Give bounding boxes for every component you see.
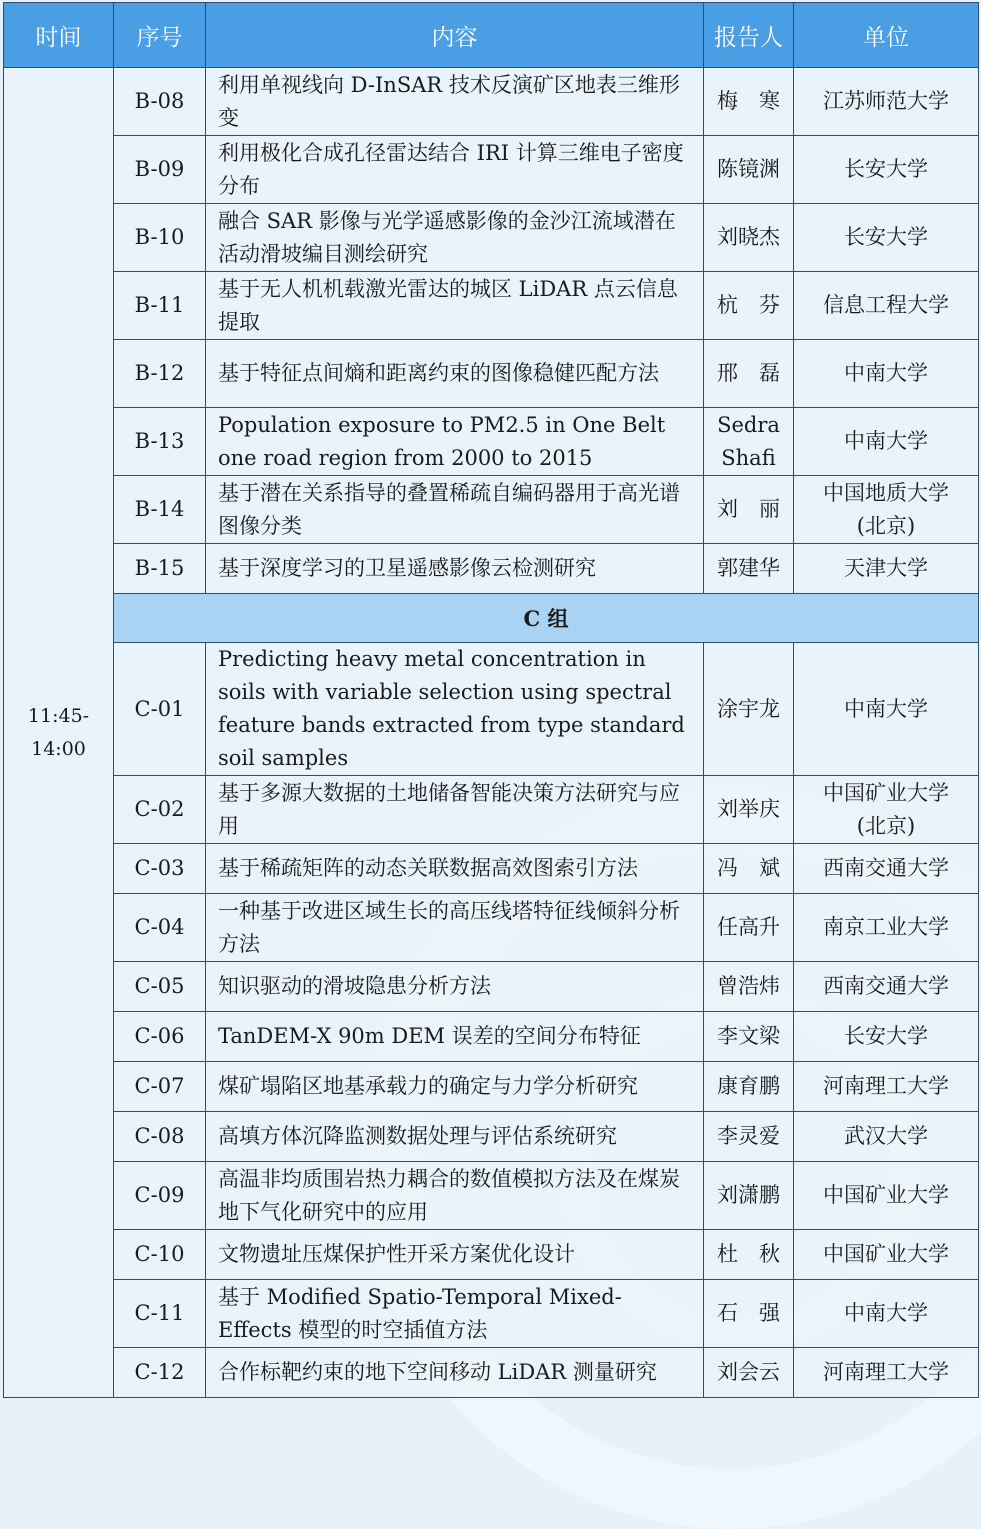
row-no: B-11 (114, 272, 206, 340)
row-unit: 长安大学 (794, 204, 979, 272)
row-unit: 中国矿业大学(北京) (794, 776, 979, 844)
row-no: C-12 (114, 1348, 206, 1398)
table-row (4, 844, 979, 894)
row-reporter: 冯 斌 (704, 844, 794, 894)
row-no: C-11 (114, 1280, 206, 1348)
row-content: 煤矿塌陷区地基承载力的确定与力学分析研究 (206, 1062, 704, 1112)
row-content: 高填方体沉降监测数据处理与评估系统研究 (206, 1112, 704, 1162)
table-row (4, 408, 979, 476)
row-reporter: 杜 秋 (704, 1230, 794, 1280)
table-row (4, 962, 979, 1012)
row-no: B-14 (114, 476, 206, 544)
row-content: 基于潜在关系指导的叠置稀疏自编码器用于高光谱图像分类 (206, 476, 704, 544)
row-reporter: 刘晓杰 (704, 204, 794, 272)
header-no: 序号 (114, 3, 206, 68)
row-content: 利用极化合成孔径雷达结合 IRI 计算三维电子密度分布 (206, 136, 704, 204)
table-row (4, 1112, 979, 1162)
row-unit: 河南理工大学 (794, 1062, 979, 1112)
row-content: 合作标靶约束的地下空间移动 LiDAR 测量研究 (206, 1348, 704, 1398)
table-row (4, 204, 979, 272)
row-unit: 中国地质大学(北京) (794, 476, 979, 544)
table-row (4, 544, 979, 594)
row-unit: 信息工程大学 (794, 272, 979, 340)
row-content: 基于特征点间熵和距离约束的图像稳健匹配方法 (206, 340, 704, 408)
row-unit: 长安大学 (794, 136, 979, 204)
row-no: B-08 (114, 68, 206, 136)
row-reporter: 刘 丽 (704, 476, 794, 544)
row-no: C-10 (114, 1230, 206, 1280)
table-row (4, 1280, 979, 1348)
row-no: C-02 (114, 776, 206, 844)
row-unit: 河南理工大学 (794, 1348, 979, 1398)
row-unit: 中南大学 (794, 1280, 979, 1348)
table-row (4, 136, 979, 204)
row-content: 利用单视线向 D-InSAR 技术反演矿区地表三维形变 (206, 68, 704, 136)
row-no: B-15 (114, 544, 206, 594)
row-unit: 天津大学 (794, 544, 979, 594)
row-reporter: 刘举庆 (704, 776, 794, 844)
table-row (4, 1012, 979, 1062)
row-unit: 西南交通大学 (794, 844, 979, 894)
table-row (4, 1062, 979, 1112)
row-reporter: 刘潇鹏 (704, 1162, 794, 1230)
header-time: 时间 (4, 3, 114, 68)
row-content: 基于深度学习的卫星遥感影像云检测研究 (206, 544, 704, 594)
table-row (4, 776, 979, 844)
row-reporter: 郭建华 (704, 544, 794, 594)
table-row (4, 1348, 979, 1398)
row-reporter: 邢 磊 (704, 340, 794, 408)
table-row (4, 476, 979, 544)
header-unit: 单位 (794, 3, 979, 68)
row-reporter: 任高升 (704, 894, 794, 962)
row-reporter: 曾浩炜 (704, 962, 794, 1012)
row-unit: 中南大学 (794, 340, 979, 408)
row-no: C-06 (114, 1012, 206, 1062)
row-reporter: 梅 寒 (704, 68, 794, 136)
row-no: C-01 (114, 643, 206, 776)
row-reporter: 刘会云 (704, 1348, 794, 1398)
table-row (4, 894, 979, 962)
row-reporter: 杭 芬 (704, 272, 794, 340)
row-no: B-12 (114, 340, 206, 408)
row-reporter: 李文梁 (704, 1012, 794, 1062)
row-no: B-10 (114, 204, 206, 272)
row-content: 基于 Modified Spatio-Temporal Mixed-Effects 模型的时空插值方法 (206, 1280, 704, 1348)
row-unit: 中南大学 (794, 643, 979, 776)
row-unit: 南京工业大学 (794, 894, 979, 962)
row-reporter: Sedra Shafi (704, 408, 794, 476)
row-reporter: 康育鹏 (704, 1062, 794, 1112)
schedule-table (3, 2, 979, 1398)
row-unit: 武汉大学 (794, 1112, 979, 1162)
header-reporter: 报告人 (704, 3, 794, 68)
row-content: 知识驱动的滑坡隐患分析方法 (206, 962, 704, 1012)
header-content: 内容 (206, 3, 704, 68)
table-row (4, 340, 979, 408)
group-c-label: C 组 (114, 594, 979, 643)
row-unit: 西南交通大学 (794, 962, 979, 1012)
row-no: C-03 (114, 844, 206, 894)
row-no: B-13 (114, 408, 206, 476)
row-content: 高温非均质围岩热力耦合的数值模拟方法及在煤炭地下气化研究中的应用 (206, 1162, 704, 1230)
row-content: 基于稀疏矩阵的动态关联数据高效图索引方法 (206, 844, 704, 894)
row-unit: 中南大学 (794, 408, 979, 476)
group-row (4, 594, 979, 643)
table-row (4, 1162, 979, 1230)
row-content: TanDEM-X 90m DEM 误差的空间分布特征 (206, 1012, 704, 1062)
row-no: C-04 (114, 894, 206, 962)
row-no: C-08 (114, 1112, 206, 1162)
row-unit: 中国矿业大学 (794, 1230, 979, 1280)
row-reporter: 涂宇龙 (704, 643, 794, 776)
row-content: 基于无人机机载激光雷达的城区 LiDAR 点云信息提取 (206, 272, 704, 340)
row-content: 融合 SAR 影像与光学遥感影像的金沙江流域潜在活动滑坡编目测绘研究 (206, 204, 704, 272)
row-content: Predicting heavy metal concentration in soils with variable selection using spectral feature bands extracted from type standard soil samples (206, 643, 704, 776)
table-row (4, 643, 979, 776)
row-content: 文物遗址压煤保护性开采方案优化设计 (206, 1230, 704, 1280)
row-no: C-09 (114, 1162, 206, 1230)
row-unit: 长安大学 (794, 1012, 979, 1062)
row-reporter: 石 强 (704, 1280, 794, 1348)
header-row (4, 3, 979, 68)
table-row (4, 68, 979, 136)
row-unit: 中国矿业大学 (794, 1162, 979, 1230)
time-slot-cell: 11:45-14:00 (4, 68, 114, 1398)
table-row (4, 1230, 979, 1280)
row-reporter: 李灵爱 (704, 1112, 794, 1162)
row-content: Population exposure to PM2.5 in One Belt one road region from 2000 to 2015 (206, 408, 704, 476)
row-content: 基于多源大数据的土地储备智能决策方法研究与应用 (206, 776, 704, 844)
row-reporter: 陈镜渊 (704, 136, 794, 204)
row-content: 一种基于改进区域生长的高压线塔特征线倾斜分析方法 (206, 894, 704, 962)
row-no: C-05 (114, 962, 206, 1012)
row-no: C-07 (114, 1062, 206, 1112)
table-row (4, 272, 979, 340)
row-no: B-09 (114, 136, 206, 204)
row-unit: 江苏师范大学 (794, 68, 979, 136)
